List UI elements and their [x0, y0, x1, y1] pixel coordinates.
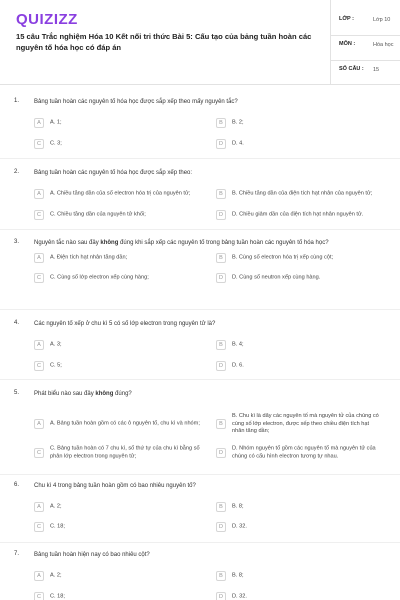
option-d[interactable]: [216, 589, 386, 600]
option-letter: A: [34, 571, 44, 581]
worksheet-header: [0, 0, 400, 85]
question-number: 4.: [14, 320, 20, 326]
divider: [0, 542, 400, 543]
option-letter: D: [216, 210, 226, 220]
question-text-part: đúng?: [113, 391, 132, 397]
option-letter: A: [34, 419, 44, 429]
option-d[interactable]: [216, 442, 386, 464]
question-number: 1.: [14, 98, 20, 104]
option-text: C. 18;: [50, 593, 65, 600]
meta-grade-label: LỚP :: [339, 16, 354, 22]
divider: [0, 474, 400, 475]
option-text: A. Chiều tăng dần của số electron hóa trị của nguyên tử;: [50, 190, 191, 197]
option-c[interactable]: [34, 442, 204, 464]
option-letter: C: [34, 361, 44, 371]
option-b[interactable]: [216, 412, 386, 436]
page-title: 15 câu Trắc nghiệm Hóa 10 Kết nối tri thức Bài 5: Cấu tạo của bảng tuần hoàn các nguyên tố hóa học có đáp án: [16, 32, 312, 52]
option-c[interactable]: [34, 589, 204, 600]
question-text: Bảng tuần hoàn hiện nay có bao nhiêu cột?: [34, 552, 150, 558]
meta-count-value: 15: [373, 67, 380, 73]
option-text: B. 4;: [232, 341, 244, 348]
question-text: Bảng tuần hoàn các nguyên tố hóa học được sắp xếp theo:: [34, 170, 193, 176]
option-d[interactable]: [216, 136, 386, 152]
option-letter: B: [216, 571, 226, 581]
option-a[interactable]: [34, 115, 204, 131]
option-letter: D: [216, 448, 226, 458]
question-text: [34, 239, 374, 247]
option-letter: C: [34, 210, 44, 220]
option-text: D. Cùng số neutron xếp cùng hàng.: [232, 274, 321, 281]
option-text: A. 1;: [50, 119, 62, 126]
question-text: Các nguyên tố xếp ở chu kì 5 có số lớp electron trong nguyên tử là?: [34, 321, 216, 327]
meta-count-label: SỐ CÂU :: [339, 66, 364, 72]
option-text: D. 32.: [232, 523, 247, 530]
option-d[interactable]: [216, 207, 386, 223]
divider: [0, 379, 400, 380]
option-letter: D: [216, 592, 226, 600]
option-c[interactable]: [34, 207, 204, 223]
option-text: C. Cùng số lớp electron xếp cùng hàng;: [50, 274, 149, 281]
question-number: 2.: [14, 169, 20, 175]
option-d[interactable]: [216, 270, 386, 286]
option-letter: B: [216, 118, 226, 128]
divider: [0, 309, 400, 310]
meta-divider: [331, 60, 400, 61]
option-c[interactable]: [34, 519, 204, 535]
option-text: B. 8;: [232, 572, 244, 579]
option-letter: B: [216, 340, 226, 350]
option-text: C. 3;: [50, 140, 62, 147]
option-b[interactable]: [216, 568, 386, 584]
meta-grade-value: Lớp 10: [373, 17, 391, 23]
option-c[interactable]: [34, 270, 204, 286]
option-text: B. 2;: [232, 119, 244, 126]
option-text: B. 8;: [232, 503, 244, 510]
quizizz-logo[interactable]: QUIZIZZ: [16, 11, 78, 28]
option-letter: C: [34, 592, 44, 600]
meta-subject-label: MÔN :: [339, 41, 356, 47]
option-text: D. Nhóm nguyên tố gồm các nguyên tố mà nguyên tử của chúng có cấu hình electron tương tự nhau.: [232, 445, 376, 459]
question-text-part: Phát biểu nào sau đây: [34, 391, 96, 397]
meta-panel: [330, 0, 400, 85]
option-letter: B: [216, 189, 226, 199]
question-text-emphasis: không: [95, 391, 114, 397]
option-letter: C: [34, 448, 44, 458]
option-letter: A: [34, 253, 44, 263]
option-c[interactable]: [34, 136, 204, 152]
option-text: C. 18;: [50, 523, 65, 530]
option-b[interactable]: [216, 186, 386, 202]
question-number: 3.: [14, 239, 20, 245]
option-letter: D: [216, 361, 226, 371]
option-a[interactable]: [34, 499, 204, 515]
option-text: C. 5;: [50, 362, 62, 369]
question-number: 6.: [14, 482, 20, 488]
option-text: A. Điện tích hạt nhân tăng dần;: [50, 254, 128, 261]
option-letter: C: [34, 273, 44, 283]
option-a[interactable]: [34, 337, 204, 353]
option-text: C. Chiều tăng dần của nguyên tử khối;: [50, 211, 146, 218]
option-a[interactable]: [34, 568, 204, 584]
question-text-part: đúng khi sắp xếp các nguyên tố trong bảng tuần hoàn các nguyên tố hóa học?: [118, 240, 329, 246]
option-letter: D: [216, 273, 226, 283]
option-d[interactable]: [216, 358, 386, 374]
option-text: C. Bảng tuần hoàn có 7 chu kì, số thứ tự của chu kì bằng số phân lớp electron trong nguyên tử;: [50, 445, 200, 459]
option-letter: D: [216, 139, 226, 149]
question-text: Chu kì 4 trong bảng tuần hoàn gồm có bao nhiêu nguyên tố?: [34, 483, 196, 489]
question-text: Bảng tuần hoàn các nguyên tố hóa học được sắp xếp theo mấy nguyên tắc?: [34, 99, 238, 105]
option-letter: A: [34, 502, 44, 512]
option-letter: B: [216, 253, 226, 263]
divider: [0, 158, 400, 159]
option-text: B. Chiều tăng dần của điện tích hạt nhân của nguyên tử;: [232, 190, 373, 197]
option-a[interactable]: [34, 412, 204, 436]
option-b[interactable]: [216, 499, 386, 515]
meta-divider: [331, 35, 400, 36]
option-d[interactable]: [216, 519, 386, 535]
option-b[interactable]: [216, 250, 386, 266]
option-letter: C: [34, 139, 44, 149]
option-text: D. 32.: [232, 593, 247, 600]
option-letter: B: [216, 419, 226, 429]
option-letter: C: [34, 522, 44, 532]
option-text: A. 3;: [50, 341, 62, 348]
option-letter: A: [34, 189, 44, 199]
option-letter: B: [216, 502, 226, 512]
meta-subject-value: Hóa học: [373, 42, 394, 48]
question-text-part: Nguyên tắc nào sau đây: [34, 240, 101, 246]
option-a[interactable]: [34, 250, 204, 266]
question-text-emphasis: không: [100, 240, 119, 246]
question-number: 7.: [14, 551, 20, 557]
option-a[interactable]: [34, 186, 204, 202]
question-number: 5.: [14, 390, 20, 396]
option-text: D. 6.: [232, 362, 244, 369]
option-text: A. Bảng tuần hoàn gồm có các ô nguyên tố, chu kì và nhóm;: [50, 420, 200, 427]
option-letter: A: [34, 340, 44, 350]
divider: [0, 229, 400, 230]
option-text: B. Chu kì là dãy các nguyên tố mà nguyên tử của chúng có cùng số lớp electron, được xếp theo chiều điện tích hạt nhân tăng dần;: [232, 412, 379, 434]
option-b[interactable]: [216, 115, 386, 131]
option-text: B. Cùng số electron hóa trị xếp cùng cột;: [232, 254, 334, 261]
option-letter: A: [34, 118, 44, 128]
option-text: A. 2;: [50, 503, 62, 510]
option-c[interactable]: [34, 358, 204, 374]
option-text: A. 2;: [50, 572, 62, 579]
option-letter: D: [216, 522, 226, 532]
option-b[interactable]: [216, 337, 386, 353]
question-text: [34, 390, 374, 398]
option-text: D. 4.: [232, 140, 244, 147]
option-text: D. Chiều giảm dần của điện tích hạt nhân nguyên tử.: [232, 211, 364, 218]
